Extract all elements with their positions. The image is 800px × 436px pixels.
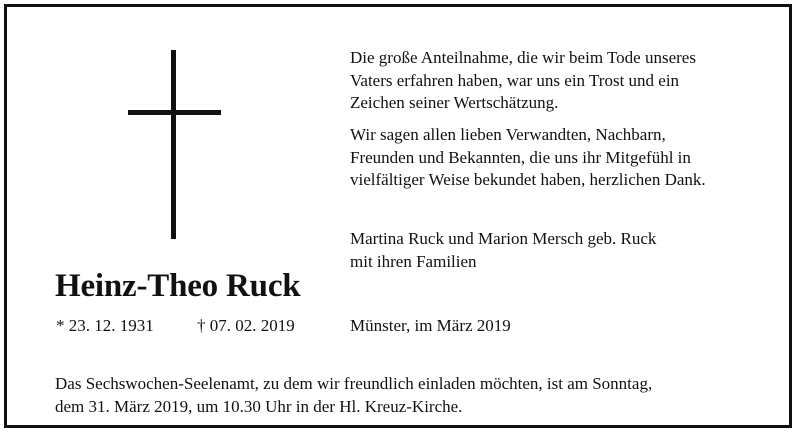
place-and-date: Münster, im März 2019 xyxy=(350,316,511,335)
text-line: Vaters erfahren haben, war uns ein Trost und ein xyxy=(350,70,680,90)
text-line: Zeichen seiner Wertschätzung. xyxy=(350,93,559,112)
signer-line: Martina Ruck und Marion Mersch geb. Ruck xyxy=(350,229,657,248)
signers xyxy=(350,228,656,273)
deceased-name: Heinz-Theo Ruck xyxy=(55,268,301,304)
text-line: Freunden und Bekannten, die uns ihr Mitgefühl in xyxy=(350,147,691,167)
cross-horizontal-bar xyxy=(128,110,221,115)
mass-announcement xyxy=(55,373,750,418)
text-line: Die große Anteilnahme, die wir beim Tode unseres xyxy=(350,48,696,67)
thanks-paragraph-2 xyxy=(350,124,750,192)
announcement-line: dem 31. März 2019, um 10.30 Uhr in der Hl. Kreuz-Kirche. xyxy=(55,396,463,416)
death-date: † 07. 02. 2019 xyxy=(197,316,295,335)
signer-line: mit ihren Familien xyxy=(350,251,477,271)
birth-date: * 23. 12. 1931 xyxy=(56,316,154,335)
announcement-line: Das Sechswochen-Seelenamt, zu dem wir freundlich einladen möchten, ist am Sonntag, xyxy=(55,374,653,393)
text-line: Wir sagen allen lieben Verwandten, Nachbarn, xyxy=(350,125,666,144)
cross-vertical-bar xyxy=(171,50,176,239)
text-line: vielfältiger Weise bekundet haben, herzlichen Dank. xyxy=(350,170,706,189)
thanks-paragraph-1 xyxy=(350,47,750,115)
